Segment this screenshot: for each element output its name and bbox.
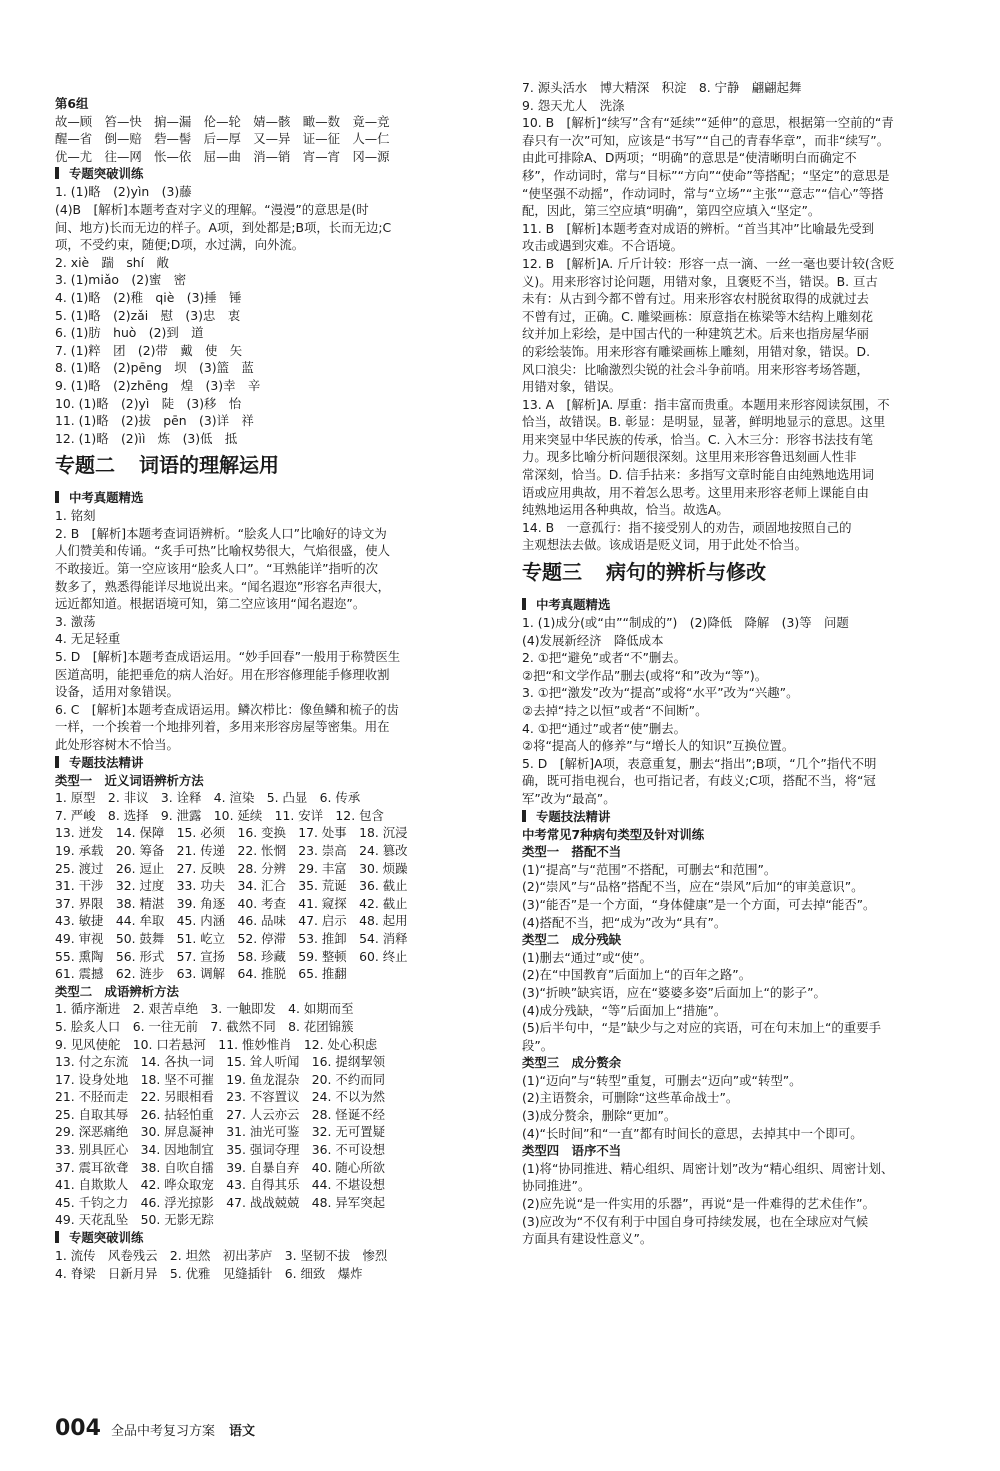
text-line: 1. 流传 风卷残云 2. 坦然 初出茅庐 3. 坚韧不拔 惨烈 [55, 1248, 388, 1264]
text-line: 3. 激荡 [55, 613, 96, 629]
section-bar [55, 756, 59, 768]
section-bar [55, 1231, 59, 1243]
text-line: 4. (1)略 (2)稚 qiè (3)捶 锤 [55, 289, 242, 305]
section-heading-breakthrough-2 [55, 1229, 485, 1247]
text-line: (3)“折映”缺宾语，应在“婆婆多姿”后面加上“的影子”。 [522, 984, 826, 1000]
book-title: 全品中考复习方案 [110, 1424, 215, 1439]
text-line: 4. 无足轻重 [55, 631, 121, 647]
text-line: “使坚强不动摇”，作动词时，常与“立场”“主张”“意志”“信心”等搭 [522, 185, 884, 201]
section-heading-technique-1 [55, 754, 485, 772]
text-line: (3)“能否”是一个方面，“身体健康”是一个方面，可去掉“能否”。 [522, 896, 876, 912]
section-heading-exam-2 [522, 596, 952, 614]
text-line: 25. 自取其辱 26. 拈轻怕重 27. 人云亦云 28. 怪诞不经 [55, 1106, 385, 1122]
topic3-title [522, 558, 952, 586]
text-line: 用错对象，错误。 [522, 379, 622, 395]
text-line: 主观想法去做。该成语是贬义词，用于此处不恰当。 [522, 537, 807, 553]
text-line: 10. (1)略 (2)yì 陡 (3)移 怡 [55, 395, 242, 411]
text-line: 3. ①把“激发”改为“提高”或将“水平”改为“兴趣”。 [522, 685, 799, 701]
section-heading-breakthrough-1 [55, 165, 485, 183]
text-line: 41. 自欺欺人 42. 哗众取宠 43. 自得其乐 44. 不堪设想 [55, 1177, 385, 1193]
topic2-title [55, 451, 485, 479]
text-line: 12. (1)略 (2)ìì 炼 (3)低 抵 [55, 430, 238, 446]
text-line: 数多了，熟悉得能详尽地说出来。“闻名遐迩”形容名声很大， [55, 578, 390, 594]
text-line: 1. 铭刻 [55, 508, 96, 524]
sentence-errors-subheading: 中考常见7种病句类型及针对训练 [522, 826, 705, 842]
text-line: (1)“迈向”与“转型”重复，可删去“迈向”或“转型”。 [522, 1072, 802, 1088]
text-line: 61. 震撼 62. 涟步 63. 调解 64. 推脱 65. 推翻 [55, 966, 347, 982]
text-line: 用来突显中华民族的传承，恰当。C. 入木三分：形容书法技有笔 [522, 431, 874, 447]
type1-lines [55, 789, 485, 983]
text-line: 43. 敏捷 44. 牟取 45. 内涵 46. 品味 47. 启示 48. 起用 [55, 913, 408, 929]
exam-lines-1 [55, 507, 485, 753]
text-line: 一样，一个挨着一个地排列着，多用来形容房屋等密集。用在 [55, 719, 390, 735]
text-line: 7. 源头活水 博大精深 积淀 8. 宁静 翩翩起舞 [522, 80, 802, 95]
topic-name: 词语的理解运用 [139, 453, 279, 478]
text-line: (4)发展新经济 降低成本 [522, 632, 664, 648]
text-line: 49. 审视 50. 鼓舞 51. 屹立 52. 停滞 53. 推卸 54. 消释 [55, 930, 408, 946]
text-line: 10. B [解析]“续写”含有“延续”“延伸”的意思，根据第一空前的“青 [522, 115, 894, 131]
text-line: (4)B [解析]本题考查对字义的理解。“漫漫”的意思是(时 [55, 201, 369, 217]
text-line: (1)删去“通过”或“使”。 [522, 949, 652, 965]
text-line: 29. 深恶痛绝 30. 屏息凝神 31. 油光可鉴 32. 无可置疑 [55, 1124, 385, 1140]
breakthrough-lines-2 [55, 1247, 485, 1282]
typeC-heading: 类型三 成分赘余 [522, 1055, 622, 1071]
page-footer [55, 1416, 255, 1441]
section-bar [55, 491, 59, 503]
text-line: 37. 震耳欲聋 38. 自吹自擂 39. 自暴自弃 40. 随心所欲 [55, 1159, 385, 1175]
text-line: 9. 怨天尤人 洗涤 [522, 97, 625, 113]
section-heading-technique-2 [522, 808, 952, 826]
text-line: 12. B [解析]A. 斤斤计较：形容一点一滴、一丝一毫也要计较(含贬 [522, 255, 895, 271]
text-line: 1. 原型 2. 非议 3. 诠释 4. 渲染 5. 凸显 6. 传承 [55, 790, 361, 806]
text-line: 19. 承载 20. 筹备 21. 传递 22. 怅惘 23. 崇高 24. 篡改 [55, 842, 408, 858]
text-line: ②将“提高人的修养”与“增长人的知识”互换位置。 [522, 738, 795, 754]
text-line: 不敢接近。第一空应该用“脍炙人口”。“耳熟能详”指听的次 [55, 561, 379, 577]
text-line: 5. 脍炙人口 6. 一往无前 7. 截然不同 8. 花团锦簇 [55, 1018, 354, 1034]
text-line: 移”，作动词时，常与“目标”“方向”“使命”等搭配；“坚定”的意思是 [522, 167, 890, 183]
typeD-lines [522, 1160, 952, 1248]
text-line: 此处形容树木不恰当。 [55, 737, 179, 752]
text-line: 45. 千钧之力 46. 浮光掠影 47. 战战兢兢 48. 异军突起 [55, 1194, 385, 1210]
section-heading-text: 专题突破训练 [69, 1230, 144, 1246]
text-line: 语或应用典故，用不着怎么思考。这里用来形容老师上课能自由 [522, 484, 869, 500]
text-line: 7. (1)粹 团 (2)带 戴 使 矢 [55, 342, 243, 358]
text-line: 1. (1)略 (2)yìn (3)藤 [55, 184, 192, 200]
text-line: 6. (1)肪 huò (2)到 道 [55, 325, 204, 341]
typeB-heading: 类型二 成分残缺 [522, 932, 622, 948]
text-line: 力。现多比喻分析问题很深刻。这里用来形容鲁迅刻画人性非 [522, 449, 857, 465]
section-heading-text: 专题技法精讲 [536, 808, 611, 824]
text-line: 7. 严峻 8. 选择 9. 泄露 10. 延续 11. 安详 12. 包含 [55, 807, 384, 823]
type2-heading: 类型二 成语辨析方法 [55, 983, 179, 999]
text-line: 协同推进”。 [522, 1178, 591, 1194]
type1-heading: 类型一 近义词语辨析方法 [55, 772, 204, 788]
text-line: 9. (1)略 (2)zhēng 煌 (3)幸 辛 [55, 377, 261, 393]
text-line: 5. D [解析]本题考查成语运用。“妙手回春”一般用于称赞医生 [55, 649, 401, 665]
text-line: 攻击或遇到灾难。不合语境。 [522, 238, 684, 254]
text-line: (3)成分赘余，删除“更加”。 [522, 1108, 677, 1124]
typeD-heading: 类型四 语序不当 [522, 1143, 622, 1159]
text-line: 的彩绘装饰。用来形容有雕梁画栋上雕刻，用错对象，错误。D. [522, 343, 871, 359]
text-line: 5. (1)略 (2)zǎi 慰 (3)忠 衷 [55, 307, 241, 323]
text-line: 项，不受约束，随便;D项，水过满，向外流。 [55, 237, 305, 253]
text-line: 军”改为“最高”。 [522, 790, 616, 806]
text-line: (4)成分残缺，“等”后面加上“措施”。 [522, 1002, 727, 1018]
text-line: 配，因此，第三空应填“明确”，第四空应填入“坚定”。 [522, 203, 821, 219]
text-line: 由此可排除A、D两项；“明确”的意思是“使清晰明白而确定不 [522, 150, 857, 166]
breakthrough-lines-1 [55, 183, 485, 447]
type2-lines [55, 1000, 485, 1229]
text-line: 医道高明，能把垂危的病人治好。用在形容修理能手修理收割 [55, 666, 390, 682]
text-line: (2)主语赘余，可删除“这些革命战士”。 [522, 1090, 739, 1106]
group6-lines [55, 113, 485, 166]
text-line: (2)在“中国教育”后面加上“的百年之路”。 [522, 967, 752, 983]
text-line: 醒—省 倒—赔 砦—髻 后—厚 又—异 证—征 人—仁 [55, 131, 390, 147]
text-line: 间、地方)长而无边的样子。A项，到处都是;B项，长而无边;C [55, 219, 392, 235]
text-line: 段”。 [522, 1037, 554, 1053]
text-line: 5. D [解析]A项，表意重复，删去“指出”;B项，“几个”指代不明 [522, 755, 877, 771]
text-line: 4. 脊梁 日新月异 5. 优雅 见缝插针 6. 细致 爆炸 [55, 1265, 363, 1281]
text-line: 不曾有过，正确。C. 雕梁画栋：原意指在栋梁等木结构上雕刻花 [522, 308, 874, 324]
text-line: 13. 迸发 14. 保障 15. 必须 16. 变换 17. 处事 18. 沉浸 [55, 825, 408, 841]
text-line: 33. 别具匠心 34. 因地制宜 35. 强词夺理 36. 不可设想 [55, 1142, 385, 1158]
text-line: 风口浪尖：比喻激烈尖锐的社会斗争前哨。用来形容考场答题， [522, 361, 869, 377]
section-bar [522, 598, 526, 610]
text-line: 优—尤 往—网 怅—依 屈—曲 消—销 宵—宵 冈—源 [55, 148, 390, 164]
page-number: 004 [55, 1416, 101, 1441]
section-bar [55, 167, 59, 179]
text-line: 8. (1)略 (2)pēng 坝 (3)篮 蓝 [55, 360, 254, 376]
right-top-lines [522, 79, 952, 554]
text-line: 春只有一次”可知，应该是“书写”“自己的青春华章”，而非“续写”。 [522, 132, 890, 148]
text-line: 13. A [解析]A. 厚重：指丰富而贵重。本题用来形容阅读氛围，不 [522, 396, 890, 412]
section-bar [522, 810, 526, 822]
text-line: 人们赞美和传诵。“炙手可热”比喻权势很大，气焰很盛，使人 [55, 543, 390, 559]
typeC-lines [522, 1072, 952, 1142]
text-line: 2. ①把“避免”或者“不”删去。 [522, 650, 687, 666]
text-line: 49. 天花乱坠 50. 无影无踪 [55, 1212, 214, 1228]
text-line: (5)后半句中，“是”缺少与之对应的宾语，可在句末加上“的重要手 [522, 1020, 881, 1036]
topic-name: 病句的辨析与修改 [606, 560, 766, 585]
text-line: 2. B [解析]本题考查词语辨析。“脍炙人口”比喻好的诗文为 [55, 525, 387, 541]
text-line: 1. 循序渐进 2. 艰苦卓绝 3. 一触即发 4. 如期而至 [55, 1001, 354, 1017]
text-line: (3)应改为“不仅有利于中国自身可持续发展，也在全球应对气候 [522, 1213, 869, 1229]
text-line: (2)“崇风”与“品格”搭配不当，应在“崇风”后加“的审美意识”。 [522, 879, 864, 895]
text-line: 恰当，故错误。B. 彰显：是明显，显著，鲜明地显示的意思。这里 [522, 414, 886, 430]
topic-number: 专题三 [522, 560, 582, 585]
topic-number: 专题二 [55, 453, 115, 478]
text-line: 55. 熏陶 56. 形式 57. 宣扬 58. 珍藏 59. 整顿 60. 终止 [55, 948, 408, 964]
typeA-lines [522, 861, 952, 931]
text-line: 17. 设身处地 18. 坚不可摧 19. 鱼龙混杂 20. 不约而同 [55, 1071, 385, 1087]
section-heading-text: 中考真题精选 [69, 490, 144, 506]
text-line: (1)“提高”与“范围”不搭配，可删去“和范围”。 [522, 861, 777, 877]
text-line: 11. (1)略 (2)拔 pēn (3)详 祥 [55, 413, 254, 429]
text-line: 未有：从古到今都不曾有过。用来形容农村脱贫取得的成就过去 [522, 291, 869, 307]
text-line: 14. B 一意孤行：指不接受别人的劝告，顽固地按照自己的 [522, 519, 852, 535]
text-line: 11. B [解析]本题考查对成语的辨析。“首当其冲”比喻最先受到 [522, 220, 875, 236]
text-line: 纹并加上彩绘，是中国古代的一种建筑艺术。后来也指房屋华丽 [522, 326, 869, 342]
text-line: 1. (1)成分(或“由”“制成的”) (2)降低 降解 (3)等 问题 [522, 615, 849, 631]
text-line: 37. 界限 38. 精湛 39. 角逐 40. 考查 41. 窥探 42. 截止 [55, 895, 408, 911]
text-line: 21. 不胫而走 22. 另眼相看 23. 不容置议 24. 不以为然 [55, 1089, 385, 1105]
text-line: (2)应先说“是一件实用的乐器”，再说“是一件难得的艺术佳作”。 [522, 1196, 875, 1212]
text-line: 方面具有建设性意义”。 [522, 1231, 653, 1247]
text-line: 故—顾 笞—快 掮—漏 伦—轮 婧—骸 瞰—数 竟—竞 [55, 113, 390, 129]
text-line: ②去掉“持之以恒”或者“不间断”。 [522, 703, 708, 718]
text-line: 31. 干涉 32. 过度 33. 功夫 34. 汇合 35. 荒诞 36. 截止 [55, 878, 408, 894]
text-line: (4)搭配不当，把“成为”改为“具有”。 [522, 914, 727, 930]
text-line: 义)。用来形容讨论问题，用错对象，且褒贬不当，错误。B. 亘古 [522, 273, 878, 289]
text-line: (1)将“协同推进、精心组织、周密计划”改为“精心组织、周密计划、 [522, 1160, 894, 1176]
section-heading-exam-1 [55, 489, 485, 507]
text-line: 2. xiè 踹 shí 敞 [55, 254, 169, 270]
text-line: 4. ①把“通过”或者“使”删去。 [522, 720, 687, 736]
text-line: 远近都知道。根据语境可知，第二空应该用“闻名遐迩”。 [55, 596, 366, 612]
typeB-lines [522, 949, 952, 1055]
text-line: 6. C [解析]本题考查成语运用。鳞次栉比：像鱼鳞和梳子的齿 [55, 701, 399, 717]
subject-label: 语文 [228, 1424, 255, 1439]
section-heading-text: 专题突破训练 [69, 166, 144, 182]
typeA-heading: 类型一 搭配不当 [522, 844, 622, 860]
group6-title: 第6组 [55, 96, 89, 111]
text-line: 13. 付之东流 14. 各执一词 15. 耸人听闻 16. 提纲挈领 [55, 1054, 385, 1070]
left-column [55, 95, 485, 1282]
text-line: 纯熟地运用各种典故，恰当。故选A。 [522, 502, 729, 518]
section-heading-text: 中考真题精选 [536, 597, 611, 613]
text-line: 确，既可指电视台，也可指记者，有歧义;C项，搭配不当，将“冠 [522, 773, 876, 789]
text-line: 9. 见风使舵 10. 口若悬河 11. 惟妙惟肖 12. 处心积虑 [55, 1036, 378, 1052]
section-heading-text: 专题技法精讲 [69, 754, 144, 770]
text-line: ②把“和文学作品”删去(或将“和”改为“等”)。 [522, 667, 768, 683]
text-line: 设备，适用对象错误。 [55, 684, 179, 700]
right-column [522, 79, 952, 1248]
text-line: 常深刻，恰当。D. 信手拈来：多指写文章时能自由纯熟地选用词 [522, 467, 874, 483]
text-line: 3. (1)miǎo (2)蜜 密 [55, 272, 187, 288]
exam-lines-2 [522, 614, 952, 808]
text-line: (4)“长时间”和“一直”都有时间长的意思，去掉其中一个即可。 [522, 1125, 863, 1141]
text-line: 25. 渡过 26. 逗止 27. 反映 28. 分辨 29. 丰富 30. 烦躁 [55, 860, 408, 876]
